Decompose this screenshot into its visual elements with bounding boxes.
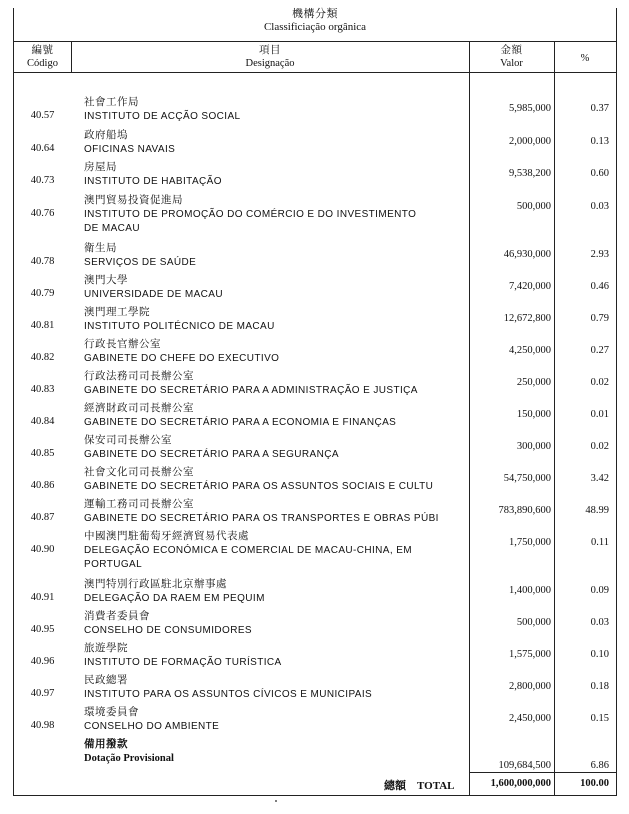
row-percent: 0.02 bbox=[590, 441, 609, 452]
row-percent: 0.02 bbox=[590, 377, 609, 388]
header-value-zh: 金額 bbox=[500, 45, 523, 56]
row-designation bbox=[84, 161, 470, 189]
row-designation-pt-cont: PORTUGAL bbox=[84, 559, 143, 570]
row-value: 5,985,000 bbox=[509, 103, 551, 114]
row-value: 783,890,600 bbox=[498, 505, 551, 516]
row-designation-pt-cont: DE MACAU bbox=[84, 223, 140, 234]
row-percent: 0.03 bbox=[590, 617, 609, 628]
row-code: 40.91 bbox=[30, 592, 55, 603]
row-designation-pt: DELEGAÇÃO ECONÓMICA E COMERCIAL DE MACAU-CHINA, EM bbox=[84, 545, 413, 556]
row-percent: 0.09 bbox=[590, 585, 609, 596]
row-designation bbox=[84, 306, 470, 334]
row-designation bbox=[84, 242, 470, 270]
row-percent: 0.27 bbox=[590, 345, 609, 356]
row-designation bbox=[84, 738, 470, 766]
row-code: 40.82 bbox=[30, 352, 55, 363]
row-code: 40.86 bbox=[30, 480, 55, 491]
row-percent: 0.03 bbox=[590, 201, 609, 212]
row-designation-pt: INSTITUTO POLITÉCNICO DE MACAU bbox=[84, 321, 275, 332]
row-code: 40.98 bbox=[30, 720, 55, 731]
classification-title bbox=[14, 8, 616, 34]
total-label-zh: 總額 bbox=[384, 780, 406, 792]
row-value: 7,420,000 bbox=[509, 281, 551, 292]
percent-column-rule bbox=[554, 42, 555, 795]
row-value: 46,930,000 bbox=[503, 249, 551, 260]
row-value: 1,750,000 bbox=[509, 537, 551, 548]
row-value: 2,000,000 bbox=[509, 136, 551, 147]
row-percent: 6.86 bbox=[590, 760, 609, 771]
row-designation-pt: GABINETE DO SECRETÁRIO PARA A ECONOMIA E FINANÇAS bbox=[84, 417, 397, 428]
row-designation bbox=[84, 578, 470, 606]
row-designation bbox=[84, 338, 470, 366]
row-designation-zh: 環境委員會 bbox=[84, 707, 139, 718]
row-percent: 2.93 bbox=[590, 249, 609, 260]
header-code-pt: Código bbox=[27, 58, 58, 69]
row-code: 40.57 bbox=[30, 110, 55, 121]
classification-table bbox=[13, 8, 617, 796]
row-code: 40.90 bbox=[30, 544, 55, 555]
row-code: 40.97 bbox=[30, 688, 55, 699]
classification-title-pt: Classificiação orgânica bbox=[263, 21, 367, 33]
row-code: 40.78 bbox=[30, 256, 55, 267]
row-percent: 0.79 bbox=[590, 313, 609, 324]
row-designation-pt: GABINETE DO SECRETÁRIO PARA A ADMINISTRAÇÃO E JUSTIÇA bbox=[84, 385, 418, 396]
row-designation-pt: INSTITUTO DE ACÇÃO SOCIAL bbox=[84, 111, 241, 122]
row-designation-zh: 保安司司長辦公室 bbox=[84, 435, 172, 446]
row-designation-pt: SERVIÇOS DE SAÚDE bbox=[84, 257, 197, 268]
row-code: 40.79 bbox=[30, 288, 55, 299]
row-value: 2,800,000 bbox=[509, 681, 551, 692]
row-designation-zh: 經濟財政司司長辦公室 bbox=[84, 403, 194, 414]
row-designation-zh: 旅遊學院 bbox=[84, 643, 128, 654]
row-designation-pt: INSTITUTO PARA OS ASSUNTOS CÍVICOS E MUNICIPAIS bbox=[84, 689, 373, 700]
row-code: 40.85 bbox=[30, 448, 55, 459]
row-percent: 3.42 bbox=[590, 473, 609, 484]
row-code: 40.87 bbox=[30, 512, 55, 523]
row-designation bbox=[84, 434, 470, 462]
row-code: 40.76 bbox=[30, 208, 55, 219]
row-designation-pt: GABINETE DO CHEFE DO EXECUTIVO bbox=[84, 353, 280, 364]
row-designation-pt: GABINETE DO SECRETÁRIO PARA OS TRANSPORTES E OBRAS PÚBI bbox=[84, 513, 439, 524]
row-value: 2,450,000 bbox=[509, 713, 551, 724]
row-designation-zh: 民政總署 bbox=[84, 675, 128, 686]
row-percent: 0.15 bbox=[590, 713, 609, 724]
row-designation-zh: 澳門特別行政區駐北京辦事處 bbox=[84, 579, 227, 590]
row-value: 500,000 bbox=[516, 201, 551, 212]
header-designation bbox=[71, 44, 469, 70]
row-code: 40.95 bbox=[30, 624, 55, 635]
row-value: 109,684,500 bbox=[498, 760, 551, 771]
total-row bbox=[14, 774, 616, 794]
row-code: 40.81 bbox=[30, 320, 55, 331]
row-designation bbox=[84, 706, 470, 734]
total-value: 1,600,000,000 bbox=[490, 778, 551, 789]
row-designation-zh: 社會文化司司長辦公室 bbox=[84, 467, 194, 478]
row-code: 40.83 bbox=[30, 384, 55, 395]
row-designation-pt: CONSELHO DO AMBIENTE bbox=[84, 721, 220, 732]
row-designation-zh: 澳門大學 bbox=[84, 275, 128, 286]
row-value: 300,000 bbox=[516, 441, 551, 452]
header-code bbox=[14, 44, 71, 70]
row-designation bbox=[84, 96, 470, 124]
row-percent: 0.46 bbox=[590, 281, 609, 292]
row-designation-pt: INSTITUTO DE PROMOÇÃO DO COMÉRCIO E DO INVESTIMENTO bbox=[84, 209, 417, 220]
row-designation-zh: 備用撥款 bbox=[84, 739, 128, 750]
header-percent: % bbox=[580, 53, 590, 64]
row-designation-zh: 社會工作局 bbox=[84, 97, 139, 108]
row-percent: 0.37 bbox=[590, 103, 609, 114]
row-designation bbox=[84, 674, 470, 702]
total-label bbox=[384, 777, 455, 793]
row-value: 1,575,000 bbox=[509, 649, 551, 660]
row-designation-zh: 衛生局 bbox=[84, 243, 117, 254]
row-percent: 0.18 bbox=[590, 681, 609, 692]
row-percent: 0.10 bbox=[590, 649, 609, 660]
row-value: 1,400,000 bbox=[509, 585, 551, 596]
row-value: 500,000 bbox=[516, 617, 551, 628]
row-designation bbox=[84, 129, 470, 157]
page-mark bbox=[275, 800, 277, 802]
total-label-en: TOTAL bbox=[417, 780, 455, 792]
row-designation-pt: INSTITUTO DE FORMAÇÃO TURÍSTICA bbox=[84, 657, 282, 668]
row-designation-pt: CONSELHO DE CONSUMIDORES bbox=[84, 625, 252, 636]
row-designation bbox=[84, 274, 470, 302]
row-designation bbox=[84, 642, 470, 670]
row-code: 40.84 bbox=[30, 416, 55, 427]
row-percent: 0.13 bbox=[590, 136, 609, 147]
row-designation-zh: 澳門貿易投資促進局 bbox=[84, 195, 183, 206]
total-top-rule bbox=[469, 772, 616, 773]
row-designation-pt: GABINETE DO SECRETÁRIO PARA A SEGURANÇA bbox=[84, 449, 339, 460]
row-designation-zh: 中國澳門駐葡萄牙經濟貿易代表處 bbox=[84, 531, 249, 542]
header-value bbox=[469, 44, 554, 70]
row-designation-pt: INSTITUTO DE HABITAÇÃO bbox=[84, 176, 222, 187]
row-designation-pt: Dotação Provisional bbox=[84, 753, 174, 764]
header-designation-pt: Designação bbox=[245, 58, 295, 69]
row-designation-zh: 消費者委員會 bbox=[84, 611, 150, 622]
row-designation-zh: 行政法務司司長辦公室 bbox=[84, 371, 194, 382]
row-designation bbox=[84, 530, 470, 572]
row-designation-zh: 房屋局 bbox=[84, 162, 117, 173]
header-value-pt: Valor bbox=[500, 58, 523, 69]
row-designation-zh: 澳門理工學院 bbox=[84, 307, 150, 318]
row-code: 40.64 bbox=[30, 143, 55, 154]
header-top-rule bbox=[14, 41, 616, 42]
total-percent: 100.00 bbox=[580, 778, 609, 789]
row-value: 150,000 bbox=[516, 409, 551, 420]
row-designation-zh: 政府船塢 bbox=[84, 130, 128, 141]
header-designation-zh: 項目 bbox=[259, 45, 281, 56]
row-code: 40.73 bbox=[30, 175, 55, 186]
classification-title-zh: 機構分類 bbox=[292, 8, 338, 20]
row-value: 250,000 bbox=[516, 377, 551, 388]
row-designation bbox=[84, 370, 470, 398]
row-designation-zh: 行政長官辦公室 bbox=[84, 339, 161, 350]
row-designation bbox=[84, 402, 470, 430]
row-value: 54,750,000 bbox=[503, 473, 551, 484]
row-designation bbox=[84, 498, 470, 526]
row-code: 40.96 bbox=[30, 656, 55, 667]
row-percent: 0.11 bbox=[591, 537, 609, 548]
row-value: 9,538,200 bbox=[509, 168, 551, 179]
row-percent: 0.60 bbox=[590, 168, 609, 179]
row-value: 12,672,800 bbox=[503, 313, 551, 324]
row-designation bbox=[84, 194, 470, 236]
row-percent: 0.01 bbox=[590, 409, 609, 420]
header-code-zh: 編號 bbox=[31, 45, 54, 56]
row-value: 4,250,000 bbox=[509, 345, 551, 356]
row-percent: 48.99 bbox=[585, 505, 609, 516]
row-designation bbox=[84, 610, 470, 638]
row-designation-pt: UNIVERSIDADE DE MACAU bbox=[84, 289, 223, 300]
row-designation-pt: OFICINAS NAVAIS bbox=[84, 144, 176, 155]
row-designation-pt: GABINETE DO SECRETÁRIO PARA OS ASSUNTOS SOCIAIS E CULTU bbox=[84, 481, 434, 492]
row-designation-zh: 運輸工務司司長辦公室 bbox=[84, 499, 194, 510]
row-designation-pt: DELEGAÇÃO DA RAEM EM PEQUIM bbox=[84, 593, 265, 604]
row-designation bbox=[84, 466, 470, 494]
header-bottom-rule bbox=[14, 72, 616, 73]
